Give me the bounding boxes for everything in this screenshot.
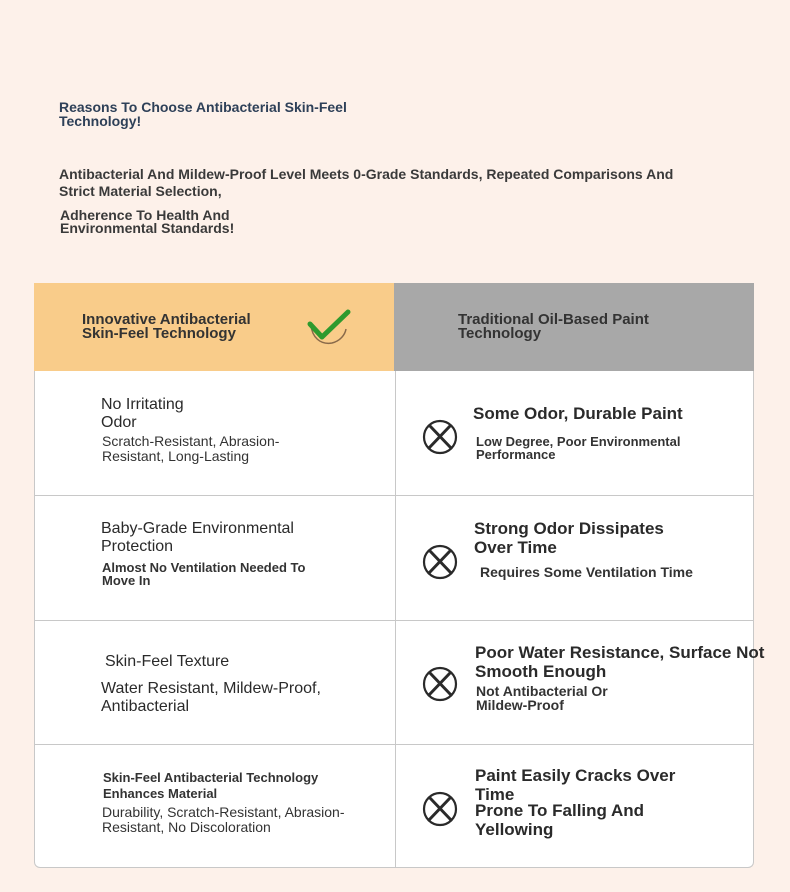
header-traditional (394, 283, 754, 371)
intro-title: Reasons To Choose Antibacterial Skin-Feel Technology! (59, 99, 347, 129)
row-2-right-sub: Requires Some Ventilation Time (480, 564, 693, 580)
row-divider (35, 620, 753, 621)
intro-line-1: Antibacterial And Mildew-Proof Level Meets 0-Grade Standards, Repeated Comparisons And Strict Material Selection, (59, 166, 674, 199)
row-2-left-sub: Almost No Ventilation Needed To Move In (102, 560, 306, 588)
header-innovative (34, 283, 394, 371)
cross-icon (421, 790, 459, 828)
comparison-table (34, 371, 765, 868)
row-divider (35, 495, 753, 496)
row-4-left-sub: Durability, Scratch-Resistant, Abrasion-Resistant, No Discoloration (102, 804, 345, 835)
row-2-left-title: Baby-Grade Environmental Protection (101, 520, 294, 555)
column-divider (395, 371, 396, 867)
header-traditional-label: Traditional Oil-Based Paint Technology (458, 311, 649, 342)
row-3-left-sub: Water Resistant, Mildew-Proof, Antibacterial (101, 680, 321, 715)
intro-line-2: Adherence To Health And Environmental Standards! (60, 207, 235, 236)
row-2-right-title: Strong Odor Dissipates Over Time (474, 519, 664, 557)
cross-icon (421, 543, 459, 581)
row-4-right-sub: Prone To Falling And Yellowing (475, 801, 645, 839)
header-innovative-label: Innovative Antibacterial Skin-Feel Technology (82, 311, 251, 342)
row-1-left-title: No Irritating Odor (101, 396, 184, 431)
row-4-right-title: Paint Easily Cracks Over Time (475, 766, 676, 804)
row-4-left-title: Skin-Feel Antibacterial Technology Enhances Material (103, 770, 319, 801)
row-1-right-sub: Low Degree, Poor Environmental Performance (476, 434, 681, 462)
row-1-left-sub: Scratch-Resistant, Abrasion-Resistant, Long-Lasting (102, 433, 280, 464)
row-divider (35, 744, 753, 745)
row-3-left-title: Skin-Feel Texture (105, 653, 230, 670)
row-3-right-title: Poor Water Resistance, Surface Not Smooth Enough (475, 643, 765, 681)
row-1-right-title: Some Odor, Durable Paint (473, 404, 683, 423)
cross-icon (421, 665, 459, 703)
row-3-right-sub: Not Antibacterial Or Mildew-Proof (476, 683, 608, 713)
cross-icon (421, 418, 459, 456)
checkmark-icon (304, 307, 354, 347)
